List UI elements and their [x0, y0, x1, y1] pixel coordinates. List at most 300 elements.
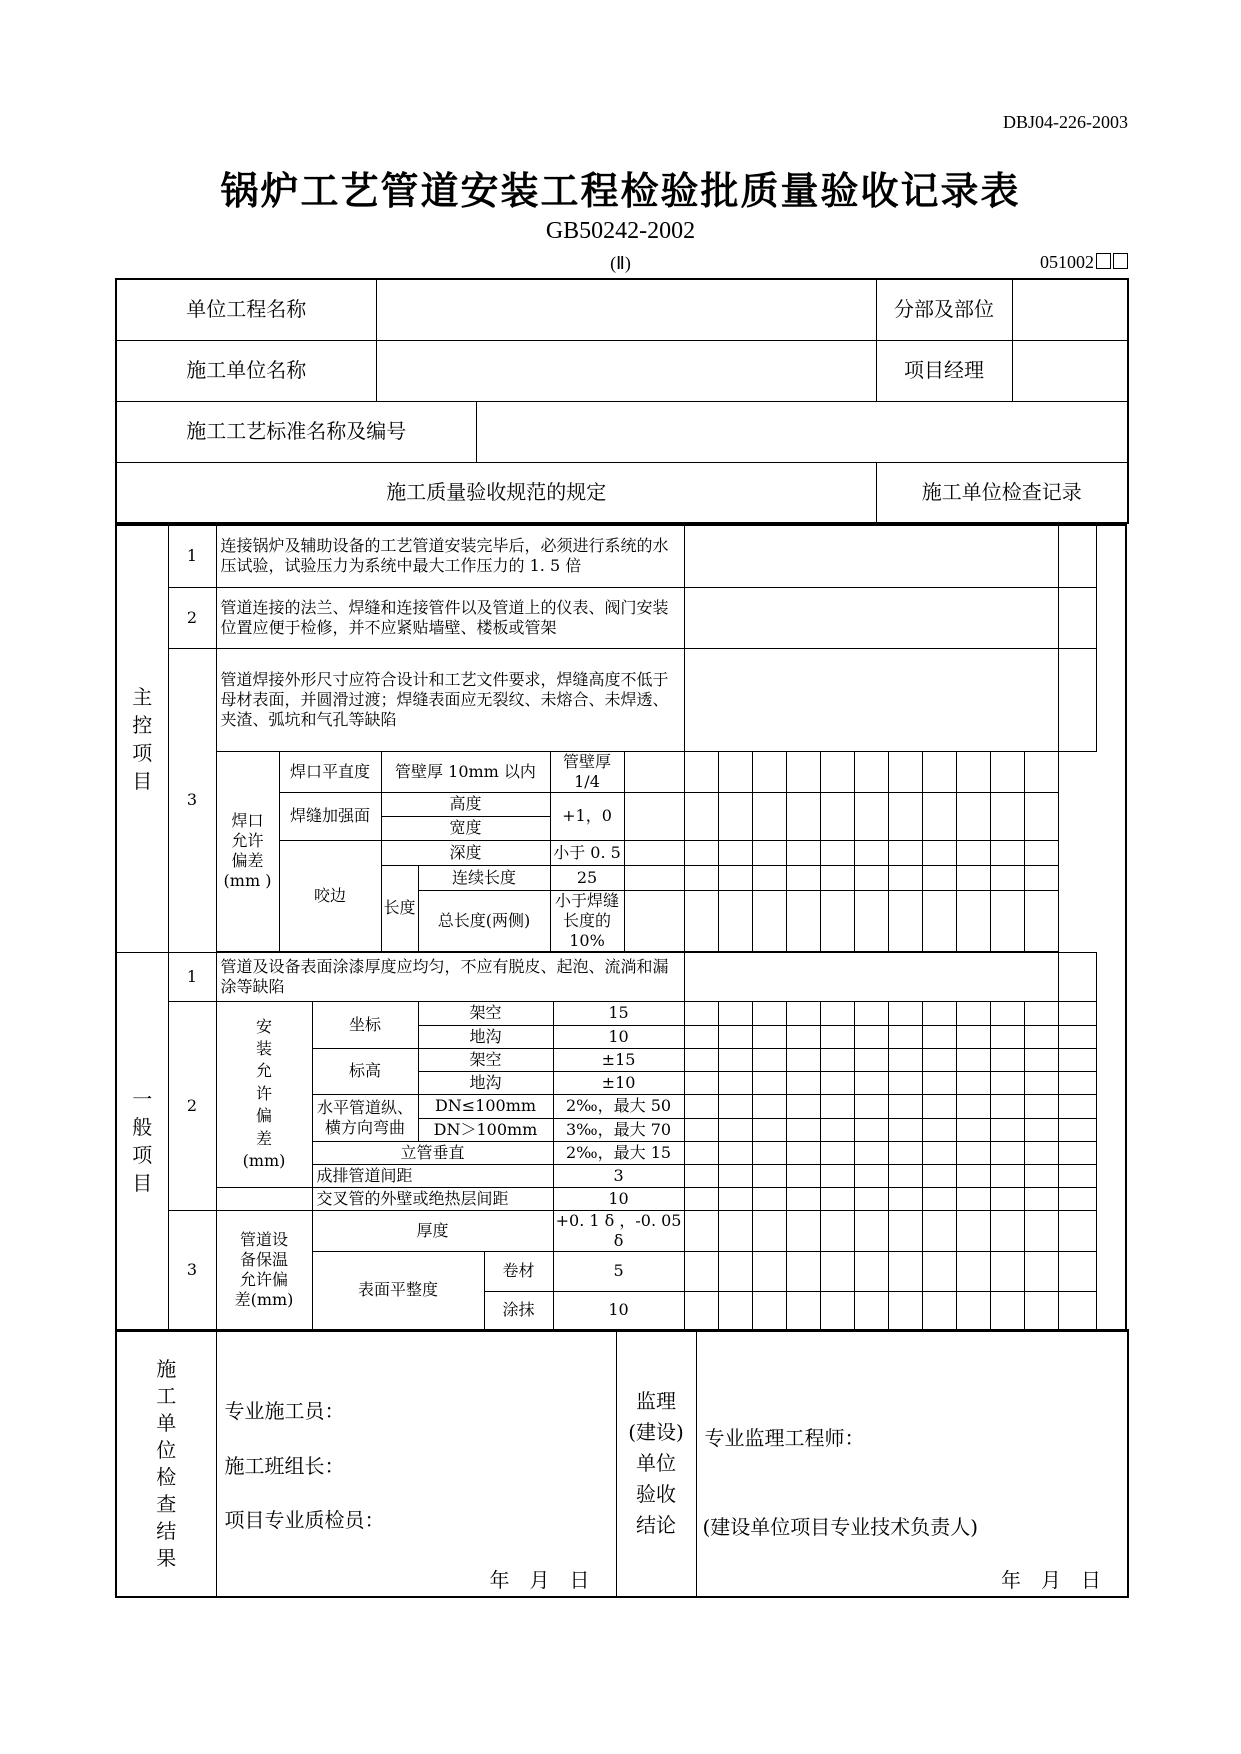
general-item-number: 1 [168, 952, 216, 1001]
record-header: 施工单位检查记录 [876, 462, 1128, 523]
owner-label: (建设单位项目专业技术负责人) [702, 1515, 979, 1539]
record-cell[interactable] [888, 751, 922, 792]
record-cell[interactable] [854, 840, 888, 865]
record-cell[interactable] [752, 1187, 786, 1210]
record-cell[interactable] [684, 1025, 718, 1048]
record-cell[interactable] [956, 1187, 990, 1210]
record-cell[interactable] [624, 865, 684, 890]
undercut-depth-label: 深度 [381, 840, 550, 865]
weld-width-label: 宽度 [381, 816, 550, 840]
record-cell[interactable] [956, 1001, 990, 1025]
undercut-label: 咬边 [279, 840, 381, 951]
record-cell[interactable] [990, 1118, 1024, 1141]
code-box-1[interactable] [1096, 253, 1111, 269]
record-cell[interactable] [956, 1164, 990, 1187]
record-cell[interactable] [1058, 1251, 1096, 1291]
install-label-tail [216, 1187, 312, 1210]
surface-flatness-label: 表面平整度 [312, 1251, 484, 1329]
record-cell[interactable] [956, 751, 990, 792]
record-cell[interactable] [786, 1025, 820, 1048]
record-cell[interactable] [888, 1025, 922, 1048]
record-cell[interactable] [684, 648, 1058, 751]
record-cell[interactable] [956, 1291, 990, 1329]
record-cell[interactable] [922, 792, 956, 840]
elev-trench-value: ±10 [553, 1071, 684, 1094]
install-deviation-label: 安 装 允 许 偏 差 (mm) [216, 1001, 312, 1187]
form-code [1040, 252, 1128, 273]
process-standard-label: 施工工艺标准名称及编号 [116, 401, 476, 462]
date-left: 年 月 日 [489, 1568, 590, 1592]
record-cell[interactable] [684, 1141, 718, 1164]
record-cell[interactable] [854, 1141, 888, 1164]
record-cell[interactable] [1058, 952, 1096, 1001]
record-cell[interactable] [1058, 1071, 1096, 1094]
record-cell[interactable] [718, 865, 752, 890]
record-cell[interactable] [990, 1071, 1024, 1094]
record-cell[interactable] [718, 1291, 752, 1329]
spacing-value: 3 [553, 1164, 684, 1187]
undercut-depth-value: 小于 0. 5 [550, 840, 624, 865]
record-cell[interactable] [854, 1025, 888, 1048]
cont-length-label: 连续长度 [418, 865, 550, 890]
record-cell[interactable] [684, 1251, 718, 1291]
worker-label: 专业施工员： [224, 1399, 345, 1423]
record-cell[interactable] [922, 1071, 956, 1094]
main-item-text: 管道连接的法兰、焊缝和连接管件以及管道上的仪表、阀门安装位置应便于检修，并不应紧贴墙壁、楼板或管架 [216, 587, 684, 648]
record-cell[interactable] [1024, 792, 1058, 840]
general-item-number: 2 [168, 1001, 216, 1210]
record-cell[interactable] [990, 1048, 1024, 1071]
record-cell[interactable] [684, 1187, 718, 1210]
record-cell[interactable] [718, 751, 752, 792]
record-cell[interactable] [990, 865, 1024, 890]
record-cell[interactable] [1058, 648, 1096, 751]
record-cell[interactable] [752, 1251, 786, 1291]
record-cell[interactable] [1058, 1048, 1096, 1071]
record-cell[interactable] [990, 840, 1024, 865]
record-cell[interactable] [1058, 1187, 1096, 1210]
record-cell[interactable] [990, 1164, 1024, 1187]
record-cell[interactable] [786, 1210, 820, 1251]
record-cell[interactable] [854, 751, 888, 792]
roll-label: 卷材 [484, 1251, 553, 1291]
record-cell[interactable] [786, 1071, 820, 1094]
record-cell[interactable] [1024, 890, 1058, 951]
record-cell[interactable] [820, 890, 854, 951]
contractor-field[interactable] [376, 340, 876, 401]
record-cell[interactable] [888, 1164, 922, 1187]
main-item-number: 1 [168, 525, 216, 587]
contractor-label: 施工单位名称 [116, 340, 376, 401]
thickness-value: +0. 1 δ ，-0. 05 δ [553, 1210, 684, 1251]
record-cell[interactable] [684, 1048, 718, 1071]
record-cell[interactable] [854, 1291, 888, 1329]
record-cell[interactable] [684, 890, 718, 951]
roll-value: 5 [553, 1251, 684, 1291]
unit-project-label: 单位工程名称 [116, 279, 376, 340]
record-cell[interactable] [1024, 1025, 1058, 1048]
thickness-label: 厚度 [312, 1210, 553, 1251]
record-cell[interactable] [820, 1094, 854, 1118]
record-cell[interactable] [786, 1094, 820, 1118]
record-cell[interactable] [1024, 840, 1058, 865]
elevation-label: 标高 [312, 1048, 418, 1094]
division-field[interactable] [1012, 279, 1128, 340]
process-standard-field[interactable] [476, 401, 1128, 462]
record-cell[interactable] [854, 890, 888, 951]
record-cell[interactable] [956, 792, 990, 840]
record-cell[interactable] [786, 1291, 820, 1329]
record-cell[interactable] [888, 1094, 922, 1118]
record-cell[interactable] [1058, 525, 1096, 587]
record-cell[interactable] [820, 1141, 854, 1164]
record-cell[interactable] [752, 1291, 786, 1329]
weld-height-label: 高度 [381, 792, 550, 816]
record-cell[interactable] [854, 865, 888, 890]
record-cell[interactable] [752, 1164, 786, 1187]
record-cell[interactable] [1024, 1210, 1058, 1251]
record-cell[interactable] [1024, 1141, 1058, 1164]
record-cell[interactable] [990, 1210, 1024, 1251]
record-cell[interactable] [922, 1048, 956, 1071]
record-cell[interactable] [990, 1025, 1024, 1048]
record-cell[interactable] [1058, 1001, 1096, 1025]
record-cell[interactable] [854, 1048, 888, 1071]
document-number: DBJ04-226-2003 [1003, 112, 1128, 132]
record-cell[interactable] [1024, 1001, 1058, 1025]
record-cell[interactable] [888, 1001, 922, 1025]
record-cell[interactable] [888, 1071, 922, 1094]
main-control-label: 主 控 项 目 [116, 525, 168, 952]
record-cell[interactable] [752, 1001, 786, 1025]
record-cell[interactable] [888, 1118, 922, 1141]
coord-label: 坐标 [312, 1001, 418, 1048]
signoff-table [115, 1329, 1129, 1598]
coord-trench-value: 10 [553, 1025, 684, 1048]
record-cell[interactable] [1024, 1164, 1058, 1187]
record-cell[interactable] [888, 840, 922, 865]
record-cell[interactable] [956, 1048, 990, 1071]
record-cell[interactable] [956, 1025, 990, 1048]
record-cell[interactable] [786, 1164, 820, 1187]
record-cell[interactable] [718, 1141, 752, 1164]
form-part: (Ⅱ) [610, 253, 631, 273]
record-cell[interactable] [684, 1210, 718, 1251]
record-cell[interactable] [752, 1025, 786, 1048]
dn-large-label: DN＞100mm [418, 1118, 553, 1141]
record-cell[interactable] [786, 751, 820, 792]
bend-label: 水平管道纵、横方向弯曲 [312, 1094, 418, 1141]
record-cell[interactable] [990, 1094, 1024, 1118]
vertical-pipe-label: 立管垂直 [312, 1141, 553, 1164]
undercut-length-label: 长度 [381, 865, 418, 951]
record-cell[interactable] [624, 890, 684, 951]
record-cell[interactable] [820, 1048, 854, 1071]
record-cell[interactable] [1058, 587, 1096, 648]
date-right: 年 月 日 [1001, 1568, 1101, 1592]
record-cell[interactable] [854, 1001, 888, 1025]
record-cell[interactable] [786, 1141, 820, 1164]
record-cell[interactable] [922, 890, 956, 951]
record-cell[interactable] [786, 1048, 820, 1071]
record-cell[interactable] [820, 1071, 854, 1094]
record-cell[interactable] [684, 1094, 718, 1118]
record-cell[interactable] [820, 751, 854, 792]
record-cell[interactable] [922, 1025, 956, 1048]
record-cell[interactable] [990, 751, 1024, 792]
record-cell[interactable] [786, 865, 820, 890]
manager-field[interactable] [1012, 340, 1128, 401]
total-length-value: 小于焊缝长度的10% [550, 890, 624, 951]
record-cell[interactable] [1058, 1164, 1096, 1187]
record-cell[interactable] [1024, 1071, 1058, 1094]
record-cell[interactable] [1058, 1210, 1096, 1251]
record-cell[interactable] [922, 1251, 956, 1291]
record-cell[interactable] [854, 1164, 888, 1187]
manager-label: 项目经理 [876, 340, 1012, 401]
weld-flatness-label: 焊口平直度 [279, 751, 381, 792]
inspection-table [115, 524, 1127, 1332]
record-cell[interactable] [684, 840, 718, 865]
contractor-check-label: 施 工 单 位 检 查 结 果 [116, 1330, 216, 1597]
record-cell[interactable] [718, 1251, 752, 1291]
record-cell[interactable] [752, 1071, 786, 1094]
record-cell[interactable] [990, 1141, 1024, 1164]
record-cell[interactable] [718, 1094, 752, 1118]
record-cell[interactable] [820, 1025, 854, 1048]
contractor-signoff-area[interactable] [216, 1330, 616, 1597]
record-cell[interactable] [956, 865, 990, 890]
weld-deviation-label: 焊口 允许 偏差 (mm ) [216, 751, 279, 951]
record-cell[interactable] [922, 865, 956, 890]
main-item-number: 2 [168, 587, 216, 648]
record-cell[interactable] [956, 1071, 990, 1094]
qc-label: 项目专业质检员： [224, 1508, 385, 1532]
record-cell[interactable] [718, 1025, 752, 1048]
record-cell[interactable] [1024, 1118, 1058, 1141]
record-cell[interactable] [624, 792, 684, 840]
form-title: 锅炉工艺管道安装工程检验批质量验收记录表 [220, 168, 1021, 213]
record-cell[interactable] [888, 1251, 922, 1291]
standard-number: GB50242-2002 [545, 218, 696, 244]
elev-overhead-value: ±15 [553, 1048, 684, 1071]
record-cell[interactable] [786, 890, 820, 951]
record-cell[interactable] [718, 1001, 752, 1025]
record-cell[interactable] [820, 1187, 854, 1210]
main-item-text: 管道焊接外形尺寸应符合设计和工艺文件要求，焊缝高度不低于母材表面，并圆滑过渡；焊缝表面应无裂纹、未熔合、未焊透、夹渣、弧坑和气孔等缺陷 [216, 648, 684, 751]
record-cell[interactable] [990, 1001, 1024, 1025]
record-cell[interactable] [820, 1164, 854, 1187]
record-cell[interactable] [752, 751, 786, 792]
weld-reinforce-value: +1，0 [550, 792, 624, 840]
record-cell[interactable] [752, 792, 786, 840]
record-cell[interactable] [684, 792, 718, 840]
record-cell[interactable] [820, 1251, 854, 1291]
record-cell[interactable] [1024, 1251, 1058, 1291]
record-cell[interactable] [1058, 1141, 1096, 1164]
coat-label: 涂抹 [484, 1291, 553, 1329]
record-cell[interactable] [820, 1118, 854, 1141]
record-cell[interactable] [718, 1071, 752, 1094]
dn-small-value: 2‰，最大 50 [553, 1094, 684, 1118]
record-cell[interactable] [820, 792, 854, 840]
record-cell[interactable] [684, 1118, 718, 1141]
record-cell[interactable] [820, 1291, 854, 1329]
record-cell[interactable] [752, 1048, 786, 1071]
code-box-2[interactable] [1113, 253, 1128, 269]
record-cell[interactable] [922, 1164, 956, 1187]
record-cell[interactable] [684, 587, 1058, 648]
record-cell[interactable] [820, 1001, 854, 1025]
weld-flatness-value: 管壁厚 1/4 [550, 751, 624, 792]
record-cell[interactable] [718, 840, 752, 865]
record-cell[interactable] [854, 1187, 888, 1210]
record-cell[interactable] [718, 1118, 752, 1141]
record-cell[interactable] [956, 1094, 990, 1118]
record-cell[interactable] [888, 1187, 922, 1210]
cross-label: 交叉管的外壁或绝热层间距 [312, 1187, 553, 1210]
record-cell[interactable] [922, 751, 956, 792]
general-item-text: 管道及设备表面涂漆厚度应均匀，不应有脱皮、起泡、流淌和漏涂等缺陷 [216, 952, 684, 1001]
record-cell[interactable] [1024, 1291, 1058, 1329]
record-cell[interactable] [922, 1094, 956, 1118]
overhead-label: 架空 [418, 1001, 553, 1025]
trench-label: 地沟 [418, 1025, 553, 1048]
record-cell[interactable] [684, 1001, 718, 1025]
record-cell[interactable] [888, 1048, 922, 1071]
record-cell[interactable] [956, 1251, 990, 1291]
weld-flatness-condition: 管壁厚 10mm 以内 [381, 751, 550, 792]
record-cell[interactable] [1058, 1118, 1096, 1141]
record-cell[interactable] [718, 1164, 752, 1187]
record-cell[interactable] [854, 1094, 888, 1118]
coord-overhead-value: 15 [553, 1001, 684, 1025]
record-cell[interactable] [990, 1187, 1024, 1210]
record-cell[interactable] [956, 1118, 990, 1141]
record-cell[interactable] [684, 1291, 718, 1329]
record-cell[interactable] [624, 751, 684, 792]
record-cell[interactable] [990, 1251, 1024, 1291]
record-cell[interactable] [854, 1118, 888, 1141]
record-cell[interactable] [888, 792, 922, 840]
record-cell[interactable] [1024, 1048, 1058, 1071]
record-cell[interactable] [888, 1141, 922, 1164]
record-cell[interactable] [922, 1001, 956, 1025]
record-cell[interactable] [1024, 751, 1058, 792]
record-cell[interactable] [752, 1094, 786, 1118]
spacing-label: 成排管道间距 [312, 1164, 553, 1187]
record-cell[interactable] [684, 1071, 718, 1094]
record-cell[interactable] [956, 890, 990, 951]
record-cell[interactable] [718, 1187, 752, 1210]
overhead-label: 架空 [418, 1048, 553, 1071]
record-cell[interactable] [684, 751, 718, 792]
record-cell[interactable] [888, 865, 922, 890]
record-cell[interactable] [1024, 865, 1058, 890]
record-cell[interactable] [786, 792, 820, 840]
record-cell[interactable] [888, 1210, 922, 1251]
record-cell[interactable] [820, 1210, 854, 1251]
record-cell[interactable] [956, 1141, 990, 1164]
record-cell[interactable] [786, 1187, 820, 1210]
record-cell[interactable] [684, 1164, 718, 1187]
record-cell[interactable] [888, 1291, 922, 1329]
record-cell[interactable] [786, 1001, 820, 1025]
record-cell[interactable] [820, 865, 854, 890]
record-cell[interactable] [752, 840, 786, 865]
dn-large-value: 3‰，最大 70 [553, 1118, 684, 1141]
record-cell[interactable] [820, 840, 854, 865]
insulation-label: 管道设 备保温 允许偏 差(mm) [216, 1210, 312, 1329]
record-cell[interactable] [922, 840, 956, 865]
record-cell[interactable] [718, 890, 752, 951]
record-cell[interactable] [684, 525, 1058, 587]
record-cell[interactable] [624, 840, 684, 865]
record-cell[interactable] [956, 1210, 990, 1251]
record-cell[interactable] [684, 865, 718, 890]
record-cell[interactable] [922, 1291, 956, 1329]
coat-value: 10 [553, 1291, 684, 1329]
record-cell[interactable] [786, 1251, 820, 1291]
record-cell[interactable] [752, 1118, 786, 1141]
dn-small-label: DN≤100mm [418, 1094, 553, 1118]
record-cell[interactable] [684, 952, 1058, 1001]
record-cell[interactable] [854, 1210, 888, 1251]
record-cell[interactable] [990, 1291, 1024, 1329]
total-length-label: 总长度(两侧) [418, 890, 550, 951]
record-cell[interactable] [854, 1071, 888, 1094]
record-cell[interactable] [1024, 1094, 1058, 1118]
record-cell[interactable] [786, 840, 820, 865]
record-cell[interactable] [990, 792, 1024, 840]
record-cell[interactable] [752, 890, 786, 951]
record-cell[interactable] [718, 1048, 752, 1071]
record-cell[interactable] [1058, 1094, 1096, 1118]
unit-project-field[interactable] [376, 279, 876, 340]
record-cell[interactable] [854, 792, 888, 840]
record-cell[interactable] [752, 1141, 786, 1164]
record-cell[interactable] [956, 840, 990, 865]
record-cell[interactable] [1058, 1025, 1096, 1048]
record-cell[interactable] [922, 1187, 956, 1210]
cont-length-value: 25 [550, 865, 624, 890]
division-label: 分部及部位 [876, 279, 1012, 340]
main-item-text: 连接锅炉及辅助设备的工艺管道安装完毕后，必须进行系统的水压试验，试验压力为系统中最大工作压力的 1. 5 倍 [216, 525, 684, 587]
general-label: 一 般 项 目 [116, 952, 168, 1331]
record-cell[interactable] [888, 890, 922, 951]
record-cell[interactable] [854, 1251, 888, 1291]
record-cell[interactable] [752, 1210, 786, 1251]
record-cell[interactable] [922, 1210, 956, 1251]
engineer-label: 专业监理工程师： [704, 1426, 865, 1450]
record-cell[interactable] [1058, 1291, 1096, 1329]
project-info-table [115, 278, 1129, 524]
weld-reinforce-label: 焊缝加强面 [279, 792, 381, 840]
record-cell[interactable] [990, 890, 1024, 951]
record-cell[interactable] [922, 1118, 956, 1141]
cross-value: 10 [553, 1187, 684, 1210]
record-cell[interactable] [786, 1118, 820, 1141]
record-cell[interactable] [922, 1141, 956, 1164]
record-cell[interactable] [718, 1210, 752, 1251]
record-cell[interactable] [718, 792, 752, 840]
general-item-number: 3 [168, 1210, 216, 1329]
record-cell[interactable] [752, 865, 786, 890]
supervisor-label: 监理 (建设) 单位 验收 结论 [616, 1330, 696, 1597]
supervisor-signoff-area[interactable] [696, 1330, 1128, 1597]
record-cell[interactable] [1024, 1187, 1058, 1210]
vertical-pipe-value: 2‰，最大 15 [553, 1141, 684, 1164]
